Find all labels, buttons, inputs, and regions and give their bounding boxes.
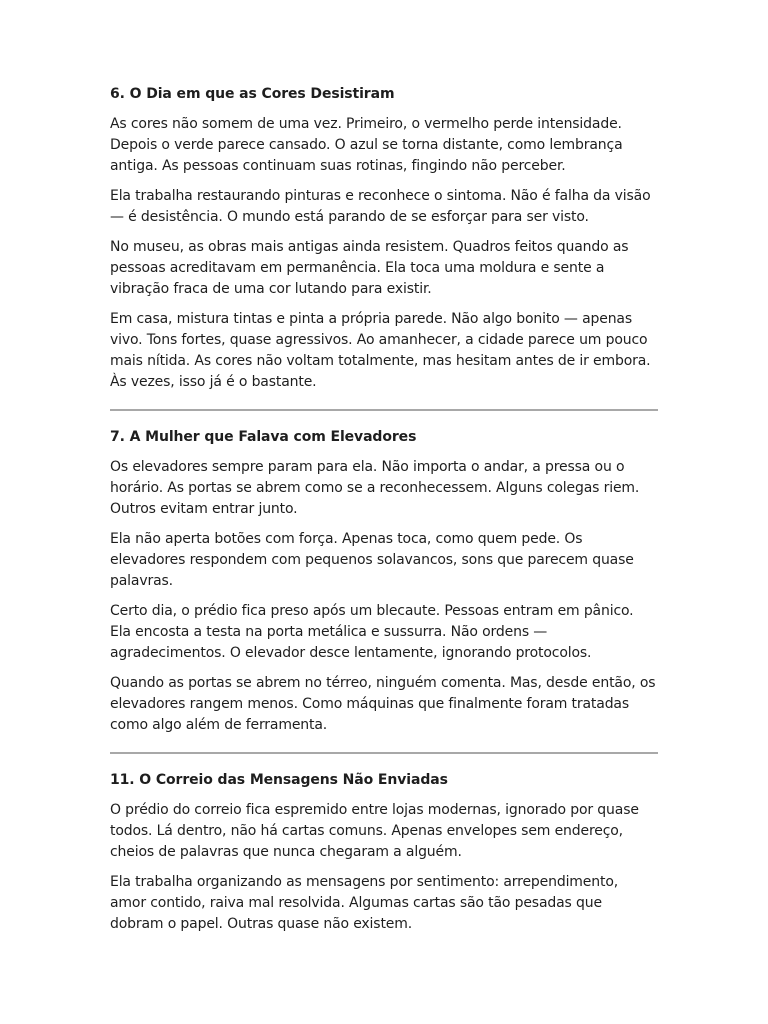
section-title: 11. O Correio das Mensagens Não Enviadas	[110, 772, 448, 788]
section-title: 7. A Mulher que Falava com Elevadores	[110, 429, 417, 445]
section-divider	[110, 409, 658, 411]
paragraph: Em casa, mistura tintas e pinta a própria parede. Não algo bonito — apenas vivo. Tons fortes, quase agressivos. Ao amanhecer, a cidade parece um pouco mais nítida. As cores não voltam totalmente, mas hesitam antes de ir embora. Às vezes, isso já é o bastante.	[110, 311, 651, 390]
story-section	[110, 770, 658, 935]
story-section	[110, 427, 658, 736]
paragraph: Ela trabalha restaurando pinturas e reconhece o sintoma. Não é falha da visão — é desistência. O mundo está parando de se esforçar para ser visto.	[110, 188, 651, 225]
paragraph: As cores não somem de uma vez. Primeiro, o vermelho perde intensidade. Depois o verde parece cansado. O azul se torna distante, como lembrança antiga. As pessoas continuam suas rotinas, fingindo não perceber.	[110, 116, 623, 174]
paragraph: Ela trabalha organizando as mensagens por sentimento: arrependimento, amor contido, raiva mal resolvida. Algumas cartas são tão pesadas que dobram o papel. Outras quase não existem.	[110, 874, 619, 932]
paragraph: Ela não aperta botões com força. Apenas toca, como quem pede. Os elevadores respondem com pequenos solavancos, sons que parecem quase palavras.	[110, 531, 634, 589]
story-section	[110, 84, 658, 393]
paragraph: No museu, as obras mais antigas ainda resistem. Quadros feitos quando as pessoas acreditavam em permanência. Ela toca uma moldura e sente a vibração fraca de uma cor lutando para existir.	[110, 239, 629, 297]
paragraph: Os elevadores sempre param para ela. Não importa o andar, a pressa ou o horário. As portas se abrem como se a reconhecessem. Alguns colegas riem. Outros evitam entrar junto.	[110, 459, 640, 517]
paragraph: O prédio do correio fica espremido entre lojas modernas, ignorado por quase todos. Lá dentro, não há cartas comuns. Apenas envelopes sem endereço, cheios de palavras que nunca chegaram a alguém.	[110, 802, 639, 860]
paragraph: Certo dia, o prédio fica preso após um blecaute. Pessoas entram em pânico. Ela encosta a testa na porta metálica e sussurra. Não ordens — agradecimentos. O elevador desce lentamente, ignorando protocolos.	[110, 603, 634, 661]
section-divider	[110, 752, 658, 754]
paragraph: Quando as portas se abrem no térreo, ninguém comenta. Mas, desde então, os elevadores rangem menos. Como máquinas que finalmente foram tratadas como algo além de ferramenta.	[110, 675, 656, 733]
section-title: 6. O Dia em que as Cores Desistiram	[110, 86, 395, 102]
